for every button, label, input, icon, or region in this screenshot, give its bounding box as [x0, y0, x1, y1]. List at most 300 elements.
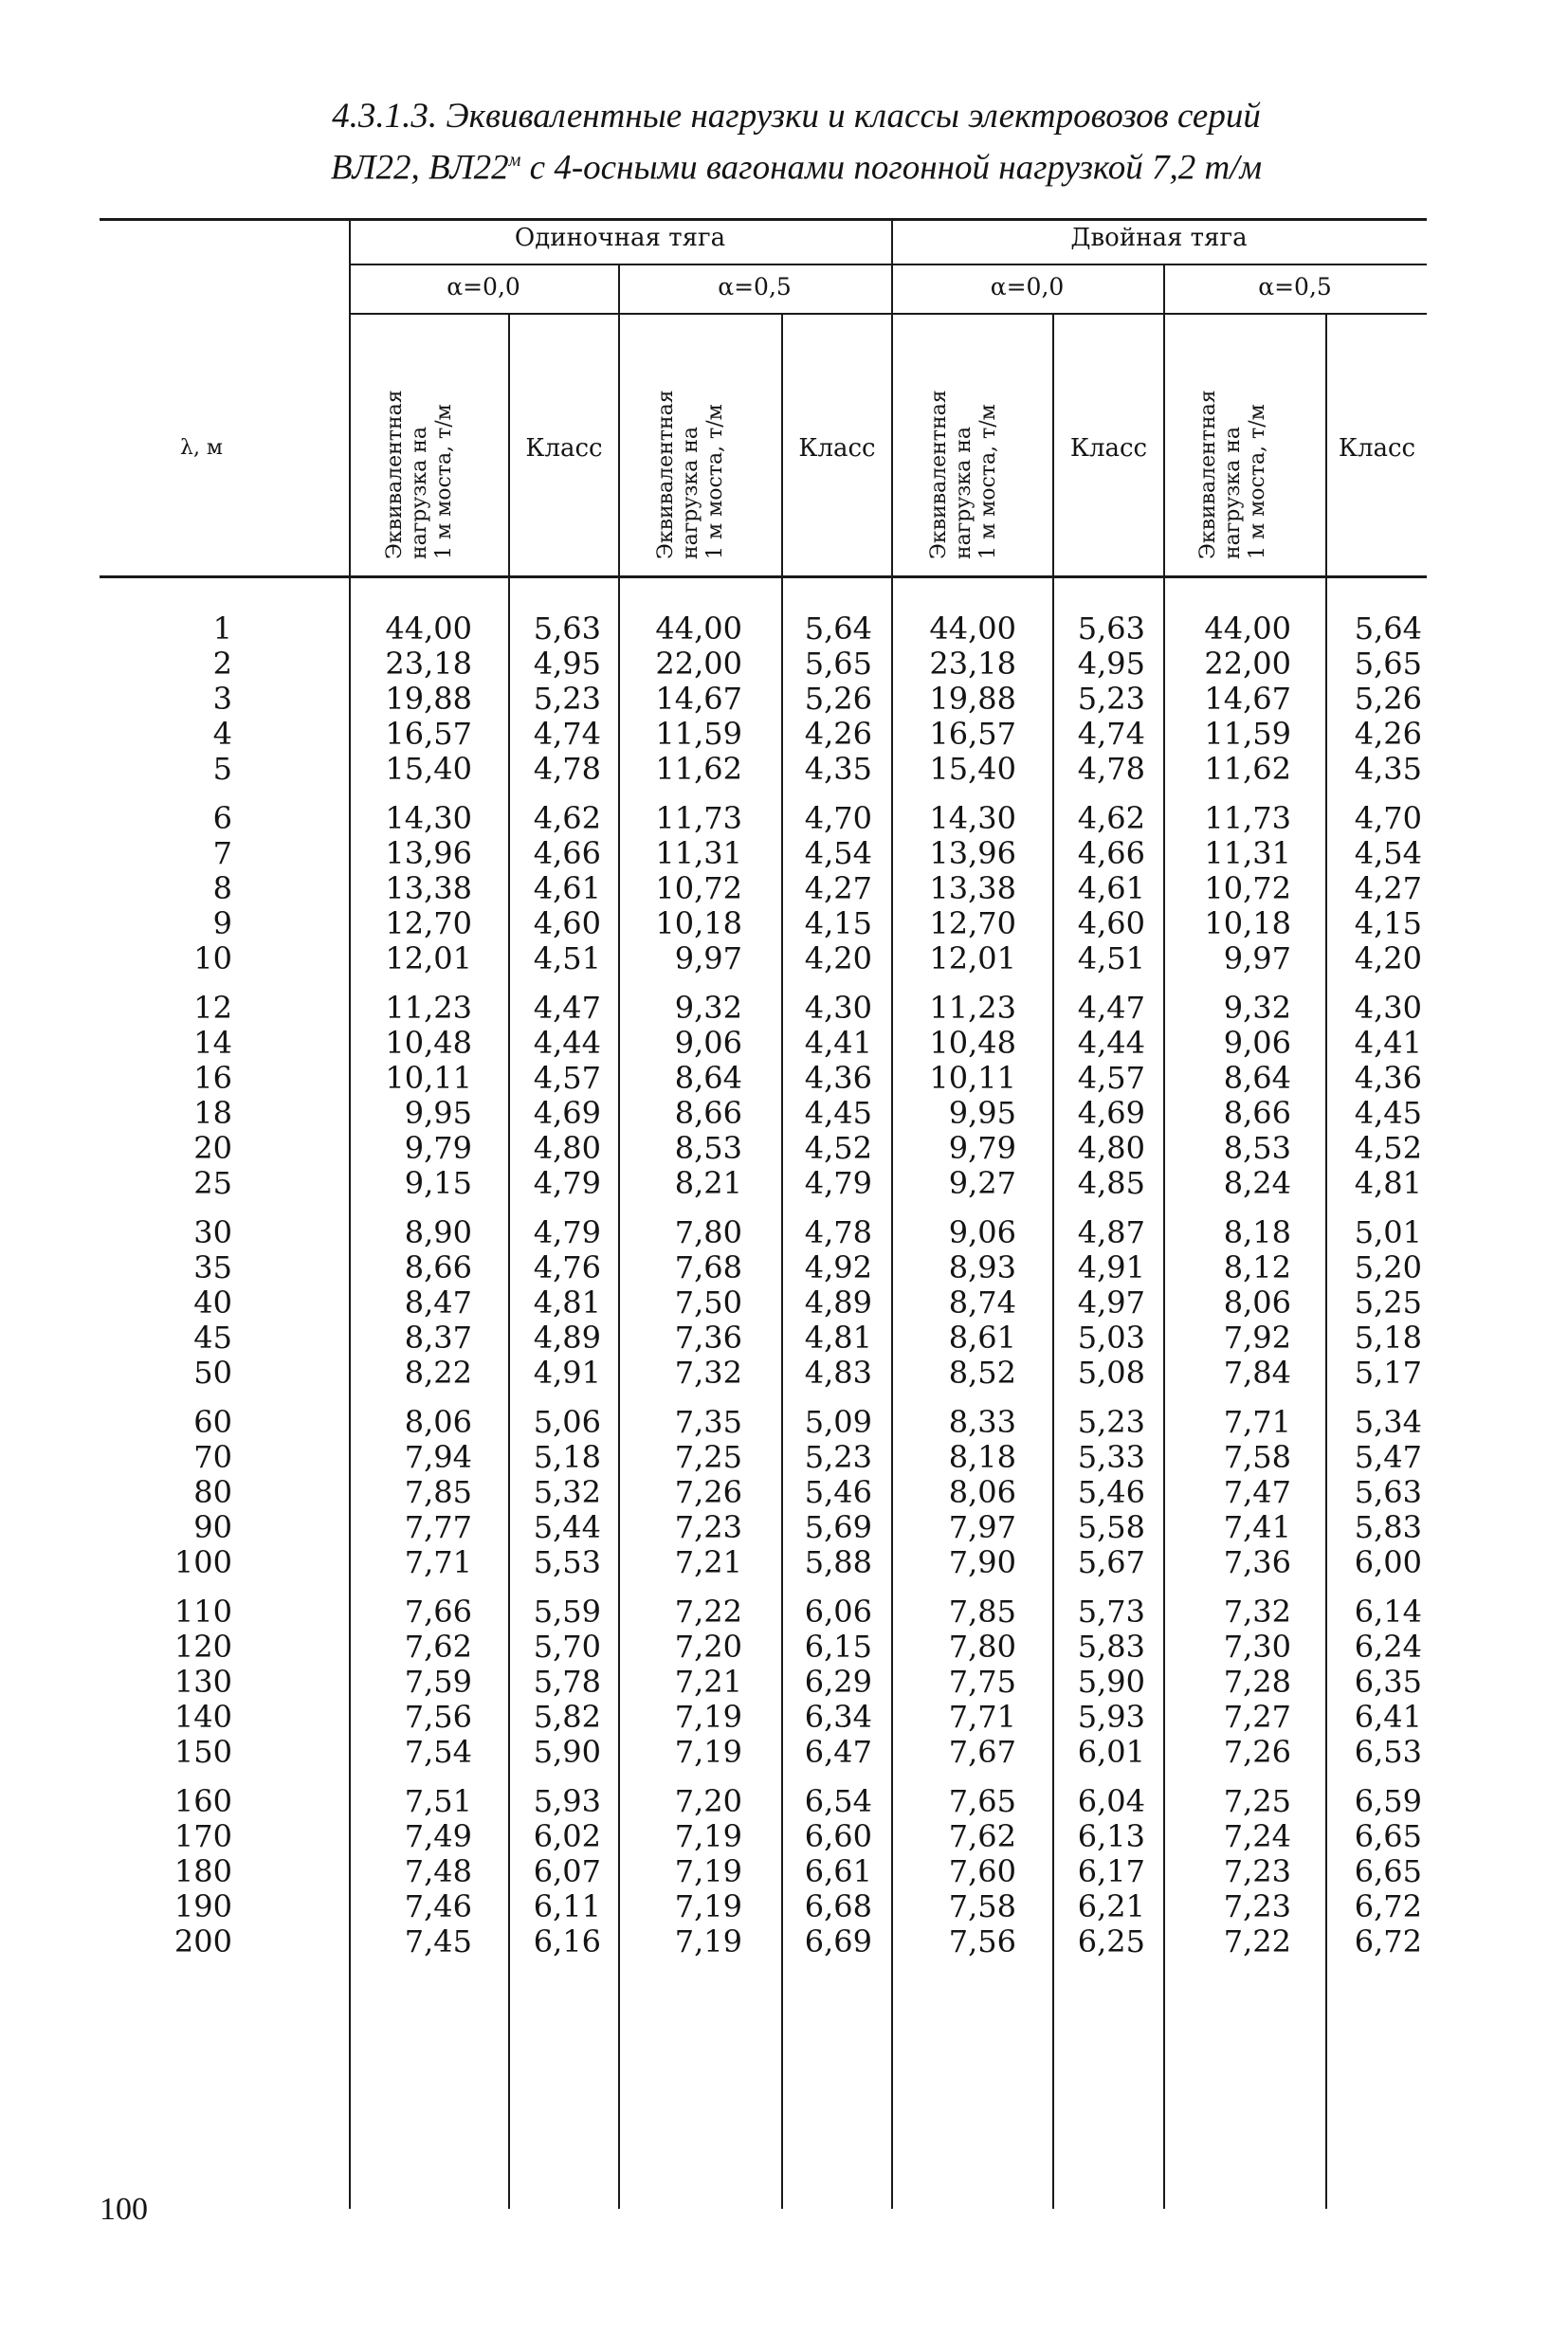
lambda-cell: 80	[193, 1474, 232, 1510]
group-gap	[1158, 1770, 1291, 1784]
column-lambda	[100, 611, 232, 1959]
value-cell: 6,16	[533, 1923, 601, 1959]
value-cell: 7,47	[1223, 1474, 1291, 1510]
value-cell: 9,06	[948, 1214, 1016, 1250]
value-cell: 11,62	[1204, 751, 1291, 787]
value-cell: 10,72	[655, 870, 742, 906]
value-cell: 4,15	[804, 905, 872, 941]
group-gap	[739, 787, 872, 801]
value-cell: 5,08	[1077, 1355, 1145, 1391]
value-cell: 7,36	[674, 1320, 742, 1356]
value-cell: 4,36	[1354, 1060, 1422, 1096]
value-cell: 11,62	[655, 751, 742, 787]
value-cell: 7,22	[674, 1594, 742, 1630]
value-cell: 7,32	[674, 1355, 742, 1391]
value-cell: 10,11	[929, 1060, 1016, 1096]
value-cell: 4,54	[1354, 835, 1422, 871]
lambda-cell: 90	[193, 1509, 232, 1545]
value-cell: 7,20	[674, 1783, 742, 1819]
group-gap	[1158, 1580, 1291, 1595]
value-cell: 5,90	[533, 1734, 601, 1770]
value-cell: 5,59	[533, 1594, 601, 1630]
lambda-cell: 7	[212, 835, 232, 871]
value-cell: 16,57	[385, 716, 472, 752]
value-cell: 7,19	[674, 1923, 742, 1959]
value-cell: 6,61	[804, 1853, 872, 1889]
value-cell: 7,75	[948, 1664, 1016, 1700]
lambda-cell: 14	[193, 1025, 232, 1061]
group-gap	[739, 1580, 872, 1595]
value-cell: 13,96	[385, 835, 472, 871]
column-double-a05-class	[1289, 611, 1422, 1959]
lambda-cell: 45	[193, 1320, 232, 1356]
title-series: ВЛ22, ВЛ22	[330, 148, 509, 188]
value-cell: 4,62	[1077, 800, 1145, 836]
value-cell: 9,97	[1223, 940, 1291, 976]
value-cell: 6,00	[1354, 1544, 1422, 1580]
group-gap	[1012, 1770, 1145, 1784]
value-cell: 11,73	[1204, 800, 1291, 836]
group-gap	[100, 976, 232, 991]
value-cell: 7,19	[674, 1734, 742, 1770]
value-cell: 4,69	[1077, 1095, 1145, 1131]
group-gap	[100, 1391, 232, 1405]
value-cell: 8,33	[948, 1404, 1016, 1440]
value-cell: 4,36	[804, 1060, 872, 1096]
value-cell: 6,72	[1354, 1923, 1422, 1959]
lambda-cell: 140	[173, 1699, 232, 1735]
group-gap	[468, 1391, 601, 1405]
value-cell: 8,90	[404, 1214, 472, 1250]
column-single-a0-load	[339, 611, 472, 1959]
value-cell: 5,63	[1077, 611, 1145, 647]
group-gap	[339, 1391, 472, 1405]
eq-load-header-3: Эквивалентная нагрузка на 1 м моста, т/м	[927, 390, 1000, 559]
column-single-a05-load	[610, 611, 742, 1959]
lambda-cell: 1	[212, 611, 232, 647]
column-single-a05-class	[739, 611, 872, 1959]
group-gap	[1012, 1201, 1145, 1215]
value-cell: 7,20	[674, 1629, 742, 1665]
value-cell: 6,24	[1354, 1629, 1422, 1665]
value-cell: 4,26	[1354, 716, 1422, 752]
value-cell: 9,79	[404, 1130, 472, 1166]
value-cell: 6,41	[1354, 1699, 1422, 1735]
value-cell: 4,15	[1354, 905, 1422, 941]
value-cell: 7,85	[948, 1594, 1016, 1630]
value-cell: 19,88	[929, 681, 1016, 717]
lambda-cell: 9	[212, 905, 232, 941]
value-cell: 5,01	[1354, 1214, 1422, 1250]
value-cell: 10,48	[929, 1025, 1016, 1061]
value-cell: 22,00	[655, 646, 742, 682]
value-cell: 8,06	[948, 1474, 1016, 1510]
value-cell: 16,57	[929, 716, 1016, 752]
value-cell: 5,46	[804, 1474, 872, 1510]
value-cell: 4,70	[1354, 800, 1422, 836]
column-single-a0-class	[468, 611, 601, 1959]
value-cell: 22,00	[1204, 646, 1291, 682]
value-cell: 4,51	[1077, 940, 1145, 976]
value-cell: 15,40	[385, 751, 472, 787]
value-cell: 8,64	[674, 1060, 742, 1096]
value-cell: 5,23	[804, 1439, 872, 1475]
value-cell: 8,06	[404, 1404, 472, 1440]
value-cell: 4,80	[1077, 1130, 1145, 1166]
value-cell: 4,57	[1077, 1060, 1145, 1096]
group-gap	[1289, 1201, 1422, 1215]
value-cell: 5,69	[804, 1509, 872, 1545]
class-header-4: Класс	[1338, 434, 1416, 463]
group-gap	[884, 1391, 1016, 1405]
value-cell: 12,70	[929, 905, 1016, 941]
value-cell: 4,85	[1077, 1165, 1145, 1201]
value-cell: 14,67	[1204, 681, 1291, 717]
alpha-rule	[349, 264, 1427, 265]
group-gap	[1289, 1580, 1422, 1595]
value-cell: 7,66	[404, 1594, 472, 1630]
value-cell: 4,45	[1354, 1095, 1422, 1131]
value-cell: 8,52	[948, 1355, 1016, 1391]
value-cell: 4,87	[1077, 1214, 1145, 1250]
value-cell: 5,73	[1077, 1594, 1145, 1630]
lambda-cell: 50	[193, 1355, 232, 1391]
value-cell: 9,79	[948, 1130, 1016, 1166]
value-cell: 4,41	[804, 1025, 872, 1061]
value-cell: 11,31	[655, 835, 742, 871]
value-cell: 7,27	[1223, 1699, 1291, 1735]
value-cell: 10,18	[1204, 905, 1291, 941]
group-gap	[339, 976, 472, 991]
value-cell: 5,88	[804, 1544, 872, 1580]
lambda-cell: 110	[173, 1594, 232, 1630]
group-gap	[1289, 976, 1422, 991]
eq-load-header-2: Эквивалентная нагрузка на 1 м моста, т/м	[654, 390, 727, 559]
value-cell: 7,46	[404, 1888, 472, 1924]
value-cell: 5,03	[1077, 1320, 1145, 1356]
value-cell: 7,45	[404, 1923, 472, 1959]
group-gap	[1012, 787, 1145, 801]
value-cell: 5,18	[533, 1439, 601, 1475]
value-cell: 5,33	[1077, 1439, 1145, 1475]
value-cell: 7,85	[404, 1474, 472, 1510]
value-cell: 4,66	[533, 835, 601, 871]
value-cell: 7,35	[674, 1404, 742, 1440]
value-cell: 7,21	[674, 1664, 742, 1700]
value-cell: 4,27	[1354, 870, 1422, 906]
value-cell: 9,95	[948, 1095, 1016, 1131]
value-cell: 4,62	[533, 800, 601, 836]
group-gap	[1012, 1391, 1145, 1405]
group-gap	[339, 1580, 472, 1595]
value-cell: 44,00	[929, 611, 1016, 647]
value-cell: 7,25	[674, 1439, 742, 1475]
value-cell: 11,59	[655, 716, 742, 752]
value-cell: 7,23	[1223, 1853, 1291, 1889]
value-cell: 6,15	[804, 1629, 872, 1665]
value-cell: 6,11	[533, 1888, 601, 1924]
value-cell: 8,24	[1223, 1165, 1291, 1201]
value-cell: 4,74	[533, 716, 601, 752]
value-cell: 11,23	[929, 990, 1016, 1026]
value-cell: 11,59	[1204, 716, 1291, 752]
value-cell: 8,61	[948, 1320, 1016, 1356]
double-alpha-0: α=0,0	[990, 273, 1065, 301]
value-cell: 7,51	[404, 1783, 472, 1819]
lambda-cell: 16	[193, 1060, 232, 1096]
value-cell: 14,67	[655, 681, 742, 717]
lambda-cell: 3	[212, 681, 232, 717]
value-cell: 4,69	[533, 1095, 601, 1131]
value-cell: 7,23	[1223, 1888, 1291, 1924]
value-cell: 4,89	[804, 1285, 872, 1321]
value-cell: 4,76	[533, 1249, 601, 1285]
double-alpha-05: α=0,5	[1258, 273, 1332, 301]
value-cell: 10,18	[655, 905, 742, 941]
value-cell: 14,30	[929, 800, 1016, 836]
value-cell: 5,09	[804, 1404, 872, 1440]
value-cell: 4,26	[804, 716, 872, 752]
value-cell: 6,14	[1354, 1594, 1422, 1630]
value-cell: 5,23	[533, 681, 601, 717]
value-cell: 5,90	[1077, 1664, 1145, 1700]
group-gap	[1012, 976, 1145, 991]
group-gap	[739, 1201, 872, 1215]
value-cell: 6,13	[1077, 1818, 1145, 1854]
value-cell: 7,19	[674, 1888, 742, 1924]
value-cell: 7,22	[1223, 1923, 1291, 1959]
group-gap	[884, 1580, 1016, 1595]
lambda-cell: 190	[173, 1888, 232, 1924]
value-cell: 15,40	[929, 751, 1016, 787]
class-header-2: Класс	[798, 434, 876, 463]
value-cell: 5,23	[1077, 681, 1145, 717]
lambda-cell: 60	[193, 1404, 232, 1440]
value-cell: 10,72	[1204, 870, 1291, 906]
group-gap	[468, 787, 601, 801]
lambda-cell: 150	[173, 1734, 232, 1770]
lambda-cell: 40	[193, 1285, 232, 1321]
value-cell: 4,51	[533, 940, 601, 976]
value-cell: 5,26	[1354, 681, 1422, 717]
group-gap	[339, 1201, 472, 1215]
value-cell: 4,91	[1077, 1249, 1145, 1285]
value-cell: 13,96	[929, 835, 1016, 871]
value-cell: 5,83	[1354, 1509, 1422, 1545]
value-cell: 9,27	[948, 1165, 1016, 1201]
value-cell: 6,65	[1354, 1853, 1422, 1889]
value-cell: 11,23	[385, 990, 472, 1026]
value-cell: 4,79	[804, 1165, 872, 1201]
value-cell: 4,89	[533, 1320, 601, 1356]
value-cell: 4,30	[1354, 990, 1422, 1026]
lambda-header: λ, м	[180, 436, 224, 460]
value-cell: 9,15	[404, 1165, 472, 1201]
value-cell: 6,02	[533, 1818, 601, 1854]
value-cell: 5,65	[804, 646, 872, 682]
lambda-cell: 200	[173, 1923, 232, 1959]
value-cell: 8,64	[1223, 1060, 1291, 1096]
lambda-cell: 170	[173, 1818, 232, 1854]
value-cell: 8,74	[948, 1285, 1016, 1321]
value-cell: 4,35	[1354, 751, 1422, 787]
value-cell: 4,81	[804, 1320, 872, 1356]
group-gap	[100, 787, 232, 801]
value-cell: 9,95	[404, 1095, 472, 1131]
value-cell: 7,19	[674, 1853, 742, 1889]
value-cell: 4,52	[1354, 1130, 1422, 1166]
single-alpha-05: α=0,5	[718, 273, 792, 301]
lambda-cell: 120	[173, 1629, 232, 1665]
title-line-2	[180, 138, 1413, 190]
group-gap	[100, 1770, 232, 1784]
value-cell: 4,45	[804, 1095, 872, 1131]
value-cell: 11,31	[1204, 835, 1291, 871]
title-line-1: 4.3.1.3. Эквивалентные нагрузки и классы электровозов серий	[332, 97, 1261, 136]
value-cell: 44,00	[385, 611, 472, 647]
value-cell: 7,41	[1223, 1509, 1291, 1545]
value-cell: 4,92	[804, 1249, 872, 1285]
value-cell: 7,23	[674, 1509, 742, 1545]
group-gap	[1158, 976, 1291, 991]
value-cell: 4,35	[804, 751, 872, 787]
value-cell: 4,78	[533, 751, 601, 787]
value-cell: 7,26	[1223, 1734, 1291, 1770]
value-cell: 4,27	[804, 870, 872, 906]
lambda-cell: 2	[212, 646, 232, 682]
value-cell: 19,88	[385, 681, 472, 717]
value-cell: 5,58	[1077, 1509, 1145, 1545]
value-cell: 5,44	[533, 1509, 601, 1545]
title-series-superscript: м	[508, 150, 521, 171]
value-cell: 4,57	[533, 1060, 601, 1096]
value-cell: 7,49	[404, 1818, 472, 1854]
value-cell: 8,12	[1223, 1249, 1291, 1285]
lambda-cell: 12	[193, 990, 232, 1026]
value-cell: 6,07	[533, 1853, 601, 1889]
value-cell: 8,66	[674, 1095, 742, 1131]
value-cell: 4,41	[1354, 1025, 1422, 1061]
class-header-1: Класс	[525, 434, 603, 463]
value-cell: 6,65	[1354, 1818, 1422, 1854]
value-cell: 5,46	[1077, 1474, 1145, 1510]
lambda-cell: 35	[193, 1249, 232, 1285]
value-cell: 6,69	[804, 1923, 872, 1959]
value-cell: 8,37	[404, 1320, 472, 1356]
value-cell: 44,00	[1204, 611, 1291, 647]
value-cell: 4,74	[1077, 716, 1145, 752]
lambda-cell: 100	[173, 1544, 232, 1580]
value-cell: 6,01	[1077, 1734, 1145, 1770]
group-gap	[884, 1201, 1016, 1215]
value-cell: 6,34	[804, 1699, 872, 1735]
value-cell: 5,20	[1354, 1249, 1422, 1285]
value-cell: 6,47	[804, 1734, 872, 1770]
value-cell: 5,64	[804, 611, 872, 647]
value-cell: 7,80	[948, 1629, 1016, 1665]
value-cell: 7,21	[674, 1544, 742, 1580]
value-cell: 6,59	[1354, 1783, 1422, 1819]
value-cell: 4,44	[1077, 1025, 1145, 1061]
value-cell: 7,97	[948, 1509, 1016, 1545]
lambda-cell: 18	[193, 1095, 232, 1131]
value-cell: 12,01	[929, 940, 1016, 976]
eq-load-header-4: Эквивалентная нагрузка на 1 м моста, т/м	[1196, 390, 1269, 559]
value-cell: 23,18	[929, 646, 1016, 682]
class-header-3: Класс	[1069, 434, 1148, 463]
lambda-cell: 4	[212, 716, 232, 752]
value-cell: 6,29	[804, 1664, 872, 1700]
value-cell: 4,54	[804, 835, 872, 871]
value-cell: 13,38	[929, 870, 1016, 906]
value-cell: 5,78	[533, 1664, 601, 1700]
value-cell: 7,24	[1223, 1818, 1291, 1854]
value-cell: 12,70	[385, 905, 472, 941]
lambda-cell: 130	[173, 1664, 232, 1700]
value-cell: 5,93	[1077, 1699, 1145, 1735]
title-description: с 4-осными вагонами погонной нагрузкой 7,2 т/м	[520, 148, 1263, 188]
value-cell: 7,68	[674, 1249, 742, 1285]
group-gap	[468, 976, 601, 991]
value-cell: 4,79	[533, 1214, 601, 1250]
value-cell: 4,83	[804, 1355, 872, 1391]
value-cell: 4,47	[1077, 990, 1145, 1026]
value-cell: 7,54	[404, 1734, 472, 1770]
value-cell: 4,52	[804, 1130, 872, 1166]
group-gap	[100, 1580, 232, 1595]
lambda-cell: 70	[193, 1439, 232, 1475]
value-cell: 7,19	[674, 1818, 742, 1854]
group-gap	[1158, 787, 1291, 801]
value-cell: 8,53	[1223, 1130, 1291, 1166]
group-gap	[610, 1770, 742, 1784]
group-gap	[339, 1770, 472, 1784]
value-cell: 7,60	[948, 1853, 1016, 1889]
group-gap	[610, 1580, 742, 1595]
lambda-cell: 10	[193, 940, 232, 976]
value-cell: 7,32	[1223, 1594, 1291, 1630]
group-gap	[339, 787, 472, 801]
value-cell: 4,79	[533, 1165, 601, 1201]
group-gap	[468, 1580, 601, 1595]
value-cell: 4,70	[804, 800, 872, 836]
value-cell: 14,30	[385, 800, 472, 836]
table-top-rule	[100, 218, 1427, 221]
value-cell: 8,06	[1223, 1285, 1291, 1321]
value-cell: 7,30	[1223, 1629, 1291, 1665]
lambda-cell: 8	[212, 870, 232, 906]
value-cell: 5,25	[1354, 1285, 1422, 1321]
group-gap	[884, 1770, 1016, 1784]
value-cell: 4,78	[804, 1214, 872, 1250]
group-gap	[610, 976, 742, 991]
value-cell: 5,82	[533, 1699, 601, 1735]
value-cell: 7,28	[1223, 1664, 1291, 1700]
value-cell: 7,92	[1223, 1320, 1291, 1356]
value-cell: 6,72	[1354, 1888, 1422, 1924]
group-gap	[610, 787, 742, 801]
value-cell: 44,00	[655, 611, 742, 647]
value-cell: 7,71	[948, 1699, 1016, 1735]
group-gap	[1289, 1391, 1422, 1405]
value-cell: 5,17	[1354, 1355, 1422, 1391]
value-cell: 5,47	[1354, 1439, 1422, 1475]
value-cell: 9,32	[674, 990, 742, 1026]
lambda-cell: 6	[212, 800, 232, 836]
column-double-a0-class	[1012, 611, 1145, 1959]
single-alpha-0: α=0,0	[447, 273, 520, 301]
value-cell: 7,90	[948, 1544, 1016, 1580]
